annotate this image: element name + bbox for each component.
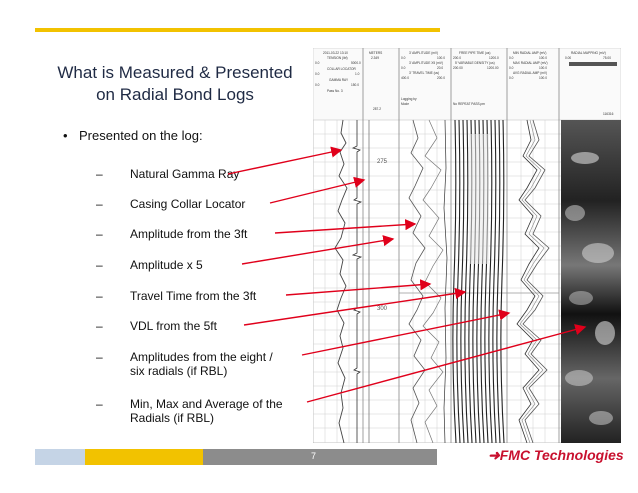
- log-vdl-max: 1200.00: [487, 66, 499, 70]
- bullet-icon: •: [63, 128, 68, 143]
- log-amp5-label: 3' AMPLITUDE X5 (mV): [409, 61, 443, 65]
- item-text: VDL from the 5ft: [130, 319, 217, 333]
- dash-icon: –: [96, 227, 103, 241]
- log-map-max: 75.00: [603, 56, 611, 60]
- item-text-line-2: six radials (if RBL): [130, 364, 228, 378]
- log-max-max: 100.0: [539, 66, 547, 70]
- dash-icon: –: [96, 319, 103, 333]
- page-number: 7: [311, 451, 317, 461]
- dash-icon: –: [96, 197, 103, 211]
- log-depth-label: METERS: [369, 51, 383, 55]
- log-amp-max: 100.0: [437, 56, 445, 60]
- log-repeat-pass: No REPEAT PASS.pm: [453, 102, 485, 106]
- log-vdl-label: 5' VARIABLE DENSITY (us): [455, 61, 495, 65]
- log-min-min: 0.0: [509, 56, 514, 60]
- item-text: Natural Gamma Ray: [130, 167, 240, 181]
- log-avg-label: AVG RADIAL AMP (mV): [513, 71, 548, 75]
- arrow-radials: [302, 313, 509, 355]
- item-text: Amplitude x 5: [130, 258, 203, 272]
- log-amp5-max: 20.0: [437, 66, 444, 70]
- log-fp-max: 1200.0: [489, 56, 499, 60]
- log-map-min: 0.00: [565, 56, 572, 60]
- log-date: 2011-03-22 13:10: [323, 51, 348, 55]
- log-min-max: 100.0: [539, 56, 547, 60]
- dash-icon: –: [96, 289, 103, 303]
- logo-arrow-icon: ➜: [488, 447, 500, 463]
- dash-icon: –: [96, 167, 103, 181]
- log-vdl-min: 200.00: [453, 66, 463, 70]
- log-fp-min: 200.0: [453, 56, 461, 60]
- dash-icon: –: [96, 258, 103, 272]
- log-tension-max: 5000.0: [351, 61, 361, 65]
- footer-bar-blue: [35, 449, 85, 465]
- log-logging-by: Logging by: [401, 97, 417, 101]
- fmc-logo: [488, 447, 624, 464]
- log-gr-min: 0.0: [315, 83, 320, 87]
- arrow-amplitude-x5: [242, 239, 393, 264]
- log-track-end: 116316: [603, 112, 614, 116]
- item-text: Casing Collar Locator: [130, 197, 246, 211]
- arrow-min-max-avg: [307, 327, 585, 402]
- log-amp5-min: 0.0: [401, 66, 406, 70]
- footer-bar-gray: [203, 449, 437, 465]
- log-ccl-min: 0.0: [315, 72, 320, 76]
- arrow-travel-time: [286, 284, 430, 295]
- log-avg-min: 0.0: [509, 76, 514, 80]
- log-gr-max: 150.0: [351, 83, 359, 87]
- log-ccl-max: 1.0: [355, 72, 360, 76]
- log-ccl-label: COLLAR LOCATOR: [327, 67, 356, 71]
- heading-text: Presented on the log:: [79, 128, 203, 143]
- item-text: Min, Max and Average of the: [130, 397, 283, 411]
- log-depth-value: 2.349: [371, 56, 379, 60]
- log-depth-start: 287.2: [373, 107, 381, 111]
- item-text: Travel Time from the 3ft: [130, 289, 257, 303]
- footer-bar-yellow: [85, 449, 203, 465]
- log-tension-label: TENSION (lbf): [327, 56, 348, 60]
- log-tt-max: 200.0: [437, 76, 445, 80]
- log-tt-label: 3' TRAVEL TIME (us): [409, 71, 440, 75]
- log-depth-label-275: 275: [377, 159, 388, 165]
- item-text-line-2: Radials (if RBL): [130, 411, 215, 425]
- dash-icon: –: [96, 350, 103, 364]
- arrow-gamma: [228, 150, 341, 174]
- log-mode: Mode: [401, 102, 409, 106]
- arrow-amplitude: [275, 224, 415, 233]
- log-tension-min: 0.0: [315, 61, 320, 65]
- log-avg-max: 100.0: [539, 76, 547, 80]
- item-text: Amplitudes from the eight /: [130, 350, 273, 364]
- log-amp-label: 3' AMPLITUDE (mV): [409, 51, 439, 55]
- log-tt-min: 400.0: [401, 76, 409, 80]
- item-text: Amplitude from the 3ft: [130, 227, 248, 241]
- log-gr-label: GAMMA RAY: [329, 78, 349, 82]
- log-min-label: MIN RADIAL AMP (mV): [513, 51, 547, 55]
- dash-icon: –: [96, 397, 103, 411]
- log-map-label: RADIAL MAPPING (mV): [571, 51, 606, 55]
- log-max-min: 0.0: [509, 66, 514, 70]
- log-pass-label: Pass No. 3: [327, 89, 343, 93]
- log-amp-min: 0.0: [401, 56, 406, 60]
- log-depth-label-300: 300: [377, 306, 388, 312]
- log-fp-label: FREE PIPE TIME (us): [459, 51, 491, 55]
- title-line-1: What is Measured & Presented: [57, 63, 293, 82]
- log-max-label: MAX RADIAL AMP (mV): [513, 61, 548, 65]
- arrow-vdl: [244, 292, 465, 325]
- arrow-ccl: [270, 180, 364, 203]
- logo-text: FMC Technologies: [499, 447, 624, 463]
- title-line-2: on Radial Bond Logs: [96, 85, 254, 104]
